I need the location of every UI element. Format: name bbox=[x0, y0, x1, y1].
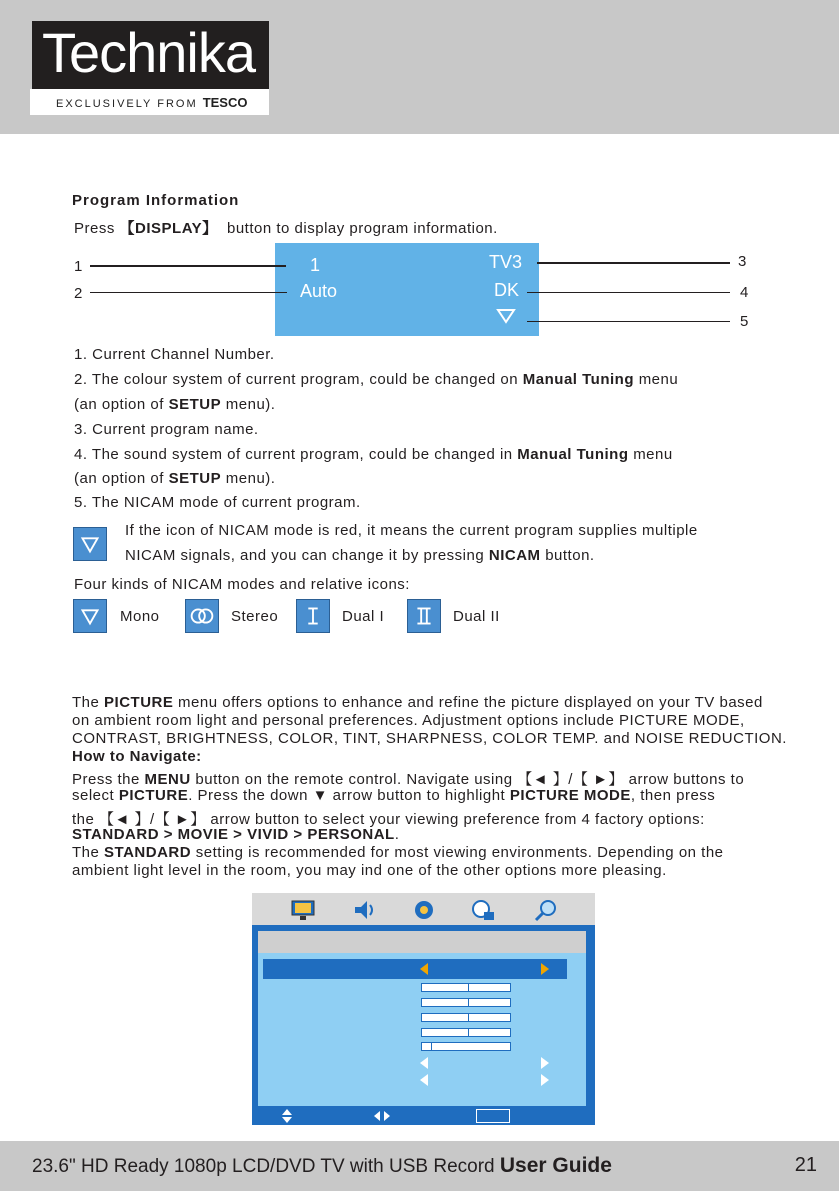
picture-tab-icon[interactable] bbox=[290, 898, 316, 922]
press-display-line: Press 【DISPLAY】 button to display program information. bbox=[74, 220, 498, 237]
tagline: EXCLUSIVELY FROM bbox=[56, 98, 198, 110]
setup-tab-icon[interactable] bbox=[411, 898, 437, 922]
mode-mono: Mono bbox=[120, 608, 160, 625]
item-2-cont: (an option of SETUP menu). bbox=[74, 396, 276, 413]
nicam-note-line-1: If the icon of NICAM mode is red, it means the current program supplies multiple bbox=[125, 522, 698, 539]
brand-name: Technika bbox=[42, 21, 256, 84]
mono-icon bbox=[73, 599, 107, 633]
callout-2: 2 bbox=[74, 285, 83, 302]
adjust-bar[interactable] bbox=[421, 983, 511, 992]
nav-line-6: ambient light level in the room, you may ind one of the other options more pleasing. bbox=[72, 862, 667, 879]
adjust-bar[interactable] bbox=[421, 998, 511, 1007]
display-key: 【DISPLAY】 bbox=[119, 220, 218, 237]
colour-system: Auto bbox=[300, 281, 338, 301]
item-1: 1. Current Channel Number. bbox=[74, 346, 275, 363]
page-header bbox=[0, 0, 839, 134]
adjust-bar-fill bbox=[422, 1029, 469, 1036]
nicam-mono-icon bbox=[73, 527, 107, 561]
nav-line-3: the 【◄ 】/【 ►】 arrow button to select your viewing preference from 4 factory options: bbox=[72, 811, 705, 828]
adjust-bar[interactable] bbox=[421, 1013, 511, 1022]
callout-line-4 bbox=[527, 292, 730, 293]
dual-1-icon bbox=[296, 599, 330, 633]
left-arrow-icon[interactable] bbox=[419, 1056, 429, 1070]
right-arrow-icon[interactable] bbox=[540, 1073, 550, 1087]
right-arrow-icon[interactable] bbox=[540, 962, 550, 976]
callout-line-3 bbox=[537, 262, 730, 264]
page-footer bbox=[0, 1141, 839, 1191]
picture-para-1: The PICTURE menu offers options to enhance and refine the picture displayed on your TV based bbox=[72, 694, 763, 711]
callout-line-1 bbox=[90, 265, 286, 267]
callout-1: 1 bbox=[74, 258, 83, 275]
right-arrow-icon[interactable] bbox=[540, 1056, 550, 1070]
item-3: 3. Current program name. bbox=[74, 421, 259, 438]
adjust-bar[interactable] bbox=[421, 1028, 511, 1037]
left-arrow-icon[interactable] bbox=[419, 1073, 429, 1087]
item-4: 4. The sound system of current program, could be changed in Manual Tuning menu bbox=[74, 446, 673, 463]
channel-number: 1 bbox=[310, 255, 321, 275]
item-4-cont: (an option of SETUP menu). bbox=[74, 470, 276, 487]
time-tab-icon[interactable] bbox=[470, 898, 496, 922]
sound-tab-icon[interactable] bbox=[352, 898, 378, 922]
modes-intro: Four kinds of NICAM modes and relative icons: bbox=[74, 576, 410, 593]
picture-para-2: on ambient room light and personal preferences. Adjustment options include PICTURE MODE, bbox=[72, 712, 745, 729]
item-5: 5. The NICAM mode of current program. bbox=[74, 494, 361, 511]
brand-tagline-box bbox=[30, 89, 269, 115]
dual-2-icon bbox=[407, 599, 441, 633]
nicam-mono-icon bbox=[496, 308, 516, 324]
mode-dual-2: Dual II bbox=[453, 608, 500, 625]
adjust-bar-fill bbox=[422, 1043, 432, 1050]
section-heading: Program Information bbox=[72, 192, 240, 209]
program-name: TV3 bbox=[489, 252, 523, 272]
adjust-bar-fill bbox=[422, 984, 469, 991]
adjust-bar-fill bbox=[422, 999, 469, 1006]
callout-line-5 bbox=[527, 321, 730, 322]
menu-title-bar bbox=[258, 931, 586, 953]
mode-dual-1: Dual I bbox=[342, 608, 385, 625]
picture-mode-row[interactable] bbox=[263, 959, 567, 979]
adjust-bar[interactable] bbox=[421, 1042, 511, 1051]
nav-line-4: STANDARD > MOVIE > VIVID > PERSONAL. bbox=[72, 826, 400, 843]
footer-title: 23.6" HD Ready 1080p LCD/DVD TV with USB Record User Guide bbox=[32, 1154, 612, 1177]
adjust-bar-fill bbox=[422, 1014, 469, 1021]
callout-line-2 bbox=[90, 292, 287, 293]
menu-key-icon bbox=[476, 1109, 510, 1123]
stereo-icon bbox=[185, 599, 219, 633]
nicam-note-line-2: NICAM signals, and you can change it by pressing NICAM button. bbox=[125, 547, 595, 564]
mode-stereo: Stereo bbox=[231, 608, 279, 625]
search-tab-icon[interactable] bbox=[533, 898, 559, 922]
callout-3: 3 bbox=[738, 253, 747, 270]
callout-4: 4 bbox=[740, 284, 749, 301]
up-down-icon bbox=[281, 1109, 293, 1123]
item-2: 2. The colour system of current program, could be changed on Manual Tuning menu bbox=[74, 371, 679, 388]
left-arrow-icon[interactable] bbox=[419, 962, 429, 976]
callout-5: 5 bbox=[740, 313, 749, 330]
retailer-logo: TESCO bbox=[202, 95, 248, 110]
nav-line-1: Press the MENU button on the remote control. Navigate using 【◄ 】/【 ►】 arrow buttons to bbox=[72, 771, 745, 788]
how-to-navigate-heading: How to Navigate: bbox=[72, 748, 202, 765]
picture-para-3: CONTRAST, BRIGHTNESS, COLOR, TINT, SHARPNESS, COLOR TEMP. and NOISE REDUCTION. bbox=[72, 730, 787, 747]
left-right-icon bbox=[374, 1110, 390, 1122]
nav-line-5: The STANDARD setting is recommended for most viewing environments. Depending on the bbox=[72, 844, 724, 861]
nav-line-2: select PICTURE. Press the down ▼ arrow button to highlight PICTURE MODE, then press bbox=[72, 787, 716, 804]
sound-system: DK bbox=[494, 280, 520, 300]
page-number: 21 bbox=[794, 1154, 817, 1176]
